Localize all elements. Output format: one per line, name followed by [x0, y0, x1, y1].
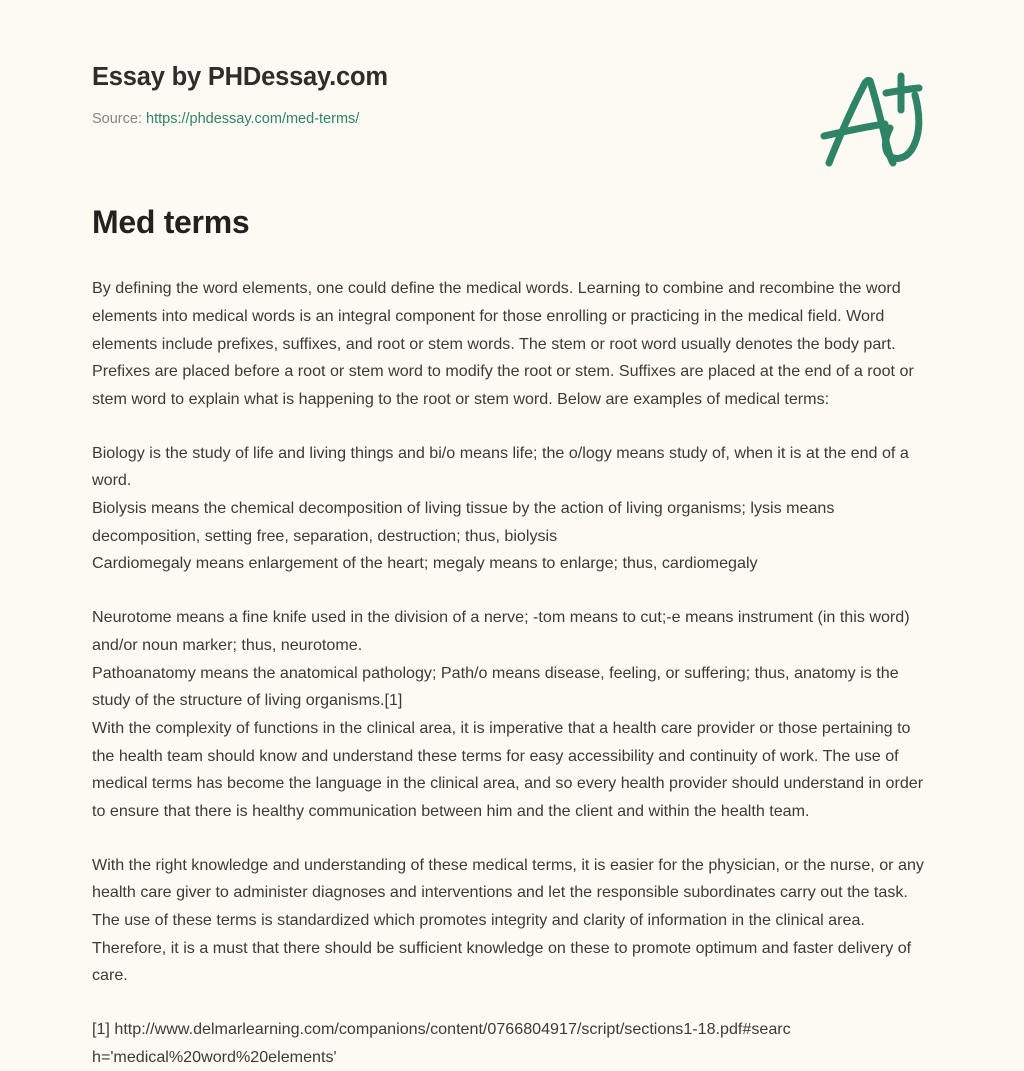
page-title: Med terms — [92, 204, 250, 241]
footnote-reference: [1] http://www.delmarlearning.com/companions/content/0766804917/script/sections1-18.pdf#search='medical%20word%20elements' — [92, 1019, 791, 1066]
paragraph: Biology is the study of life and living things and bi/o means life; the o/logy means study of, when it is at the end of a word. Biolysis means the chemical decomposition of living tissue by the action of living organisms; lysis means decomposition, setting free, separation, destruction; thus, biolysis Cardiomegaly means enlargement of the heart; megaly means to enlarge; thus, cardiomegaly — [92, 443, 909, 573]
page-header — [92, 0, 932, 128]
aplus-logo-icon — [802, 62, 942, 172]
source-label: Source: — [92, 110, 142, 127]
source-url-link[interactable]: https://phdessay.com/med-terms/ — [146, 110, 360, 127]
paragraph: By defining the word elements, one could define the medical words. Learning to combine and recombine the word elements into medical words is an integral component for those enrolling or practicing in the medical field. Word elements include prefixes, suffixes, and root or stem words. The stem or root word usually denotes the body part. Prefixes are placed before a root or stem word to modify the root or stem. Suffixes are placed at the end of a root or stem word to explain what is happening to the root or stem word. Below are examples of medical terms: — [92, 279, 914, 409]
essay-body — [92, 242, 932, 1071]
paragraph: With the right knowledge and understanding of these medical terms, it is easier for the physician, or the nurse, or any health care giver to administer diagnoses and interventions and let the responsible subordinates carry out the task. The use of these terms is standardized which promotes integrity and clarity of information in the clinical area. Therefore, it is a must that there should be sufficient knowledge on these to promote optimum and faster delivery of care. — [92, 855, 924, 985]
brand-title: Essay by PHDessay.com — [92, 63, 388, 91]
paragraph: Neurotome means a fine knife used in the division of a nerve; -tom means to cut;-e means instrument (in this word) and/or noun marker; thus, neurotome. Pathoanatomy means the anatomical pathology; Path/o means disease, feeling, or suffering; thus, anatomy is the study of the structure of living organisms.[1] With the complexity of functions in the clinical area, it is imperative that a health care provider or those pertaining to the health team should know and understand these terms for easy accessibility and continuity of work. The use of medical terms has become the language in the clinical area, and so every health provider should understand in order to ensure that there is healthy communication between him and the client and within the health team. — [92, 608, 924, 820]
